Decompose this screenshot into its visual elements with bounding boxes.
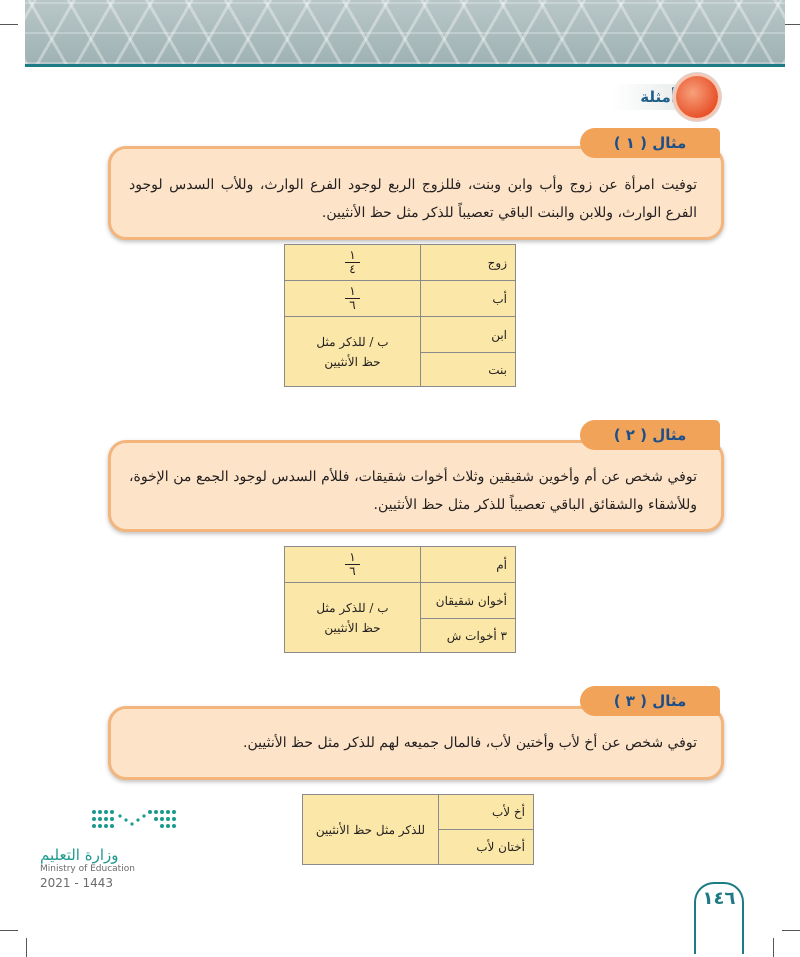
ministry-name-arabic: وزارة التعليم xyxy=(40,846,119,864)
example-3-table xyxy=(302,794,534,865)
crop-mark xyxy=(0,24,18,25)
example-1-text: توفيت امرأة عن زوج وأب وابن وبنت، فللزوج الربع لوجود الفرع الوارث، وللأب السدس لوجود الفرع الوارث، وللابن والبنت الباقي تعصيباً للذكر مثل حظ الأنثيين. xyxy=(129,177,697,221)
ministry-name-english: Ministry of Education xyxy=(40,864,135,874)
heir-cell: أم xyxy=(421,547,516,583)
share-cell xyxy=(285,281,421,317)
fraction-denominator: ٦ xyxy=(349,298,356,312)
header-rule xyxy=(25,64,785,67)
heir-cell: زوج xyxy=(421,245,516,281)
example-1-box xyxy=(108,146,724,240)
shared-share-cell: ب / للذكر مثل حظ الأنثيين xyxy=(285,317,421,387)
example-1-table xyxy=(284,244,516,387)
heir-cell: أخ لأب xyxy=(439,795,534,830)
crop-mark xyxy=(0,930,18,931)
table-row xyxy=(285,317,516,353)
heir-cell: ابن xyxy=(421,317,516,353)
ministry-logo-icon xyxy=(88,806,180,836)
fraction-denominator: ٤ xyxy=(349,262,356,276)
example-3-box xyxy=(108,706,724,780)
example-2-text: توفي شخص عن أم وأخوين شقيقين وثلاث أخوات شقيقات، فللأم السدس لوجود الجمع من الإخوة، وللأشقاء والشقائق الباقي تعصيباً للذكر مثل حظ الأنثيين. xyxy=(129,469,697,513)
example-3-text: توفي شخص عن أخ لأب وأختين لأب، فالمال جميعه لهم للذكر مثل حظ الأنثيين. xyxy=(243,735,697,751)
example-3-label: مثال ( ٣ ) xyxy=(580,686,720,716)
example-2-box xyxy=(108,440,724,532)
section-title: أمثلة xyxy=(640,88,676,106)
crop-mark xyxy=(26,938,27,957)
heir-cell: أخوان شقيقان xyxy=(421,583,516,619)
heir-cell: أختان لأب xyxy=(439,830,534,865)
fraction xyxy=(345,249,359,276)
table-row xyxy=(303,795,534,830)
shared-share-cell: ب / للذكر مثل حظ الأنثيين xyxy=(285,583,421,653)
header-pattern xyxy=(25,0,785,64)
example-2-table xyxy=(284,546,516,653)
table-row xyxy=(285,245,516,281)
share-cell xyxy=(285,547,421,583)
fraction-numerator: ١ xyxy=(345,285,359,299)
fraction xyxy=(345,285,359,312)
share-cell xyxy=(285,245,421,281)
heir-cell: ٣ أخوات ش xyxy=(421,619,516,653)
crop-mark xyxy=(782,930,800,931)
octagon-badge-icon xyxy=(676,76,718,118)
page-number: ١٤٦ xyxy=(702,888,736,909)
heir-cell: أب xyxy=(421,281,516,317)
fraction-denominator: ٦ xyxy=(349,564,356,578)
ministry-year: 2021 - 1443 xyxy=(40,876,114,890)
example-1-label: مثال ( ١ ) xyxy=(580,128,720,158)
shared-share-cell: للذكر مثل حظ الأنثيين xyxy=(303,795,439,865)
fraction xyxy=(345,551,359,578)
fraction-numerator: ١ xyxy=(345,551,359,565)
heir-cell: بنت xyxy=(421,353,516,387)
table-row xyxy=(285,547,516,583)
crop-mark xyxy=(773,938,774,957)
table-row xyxy=(285,281,516,317)
fraction-numerator: ١ xyxy=(345,249,359,263)
example-2-label: مثال ( ٢ ) xyxy=(580,420,720,450)
table-row xyxy=(285,583,516,619)
